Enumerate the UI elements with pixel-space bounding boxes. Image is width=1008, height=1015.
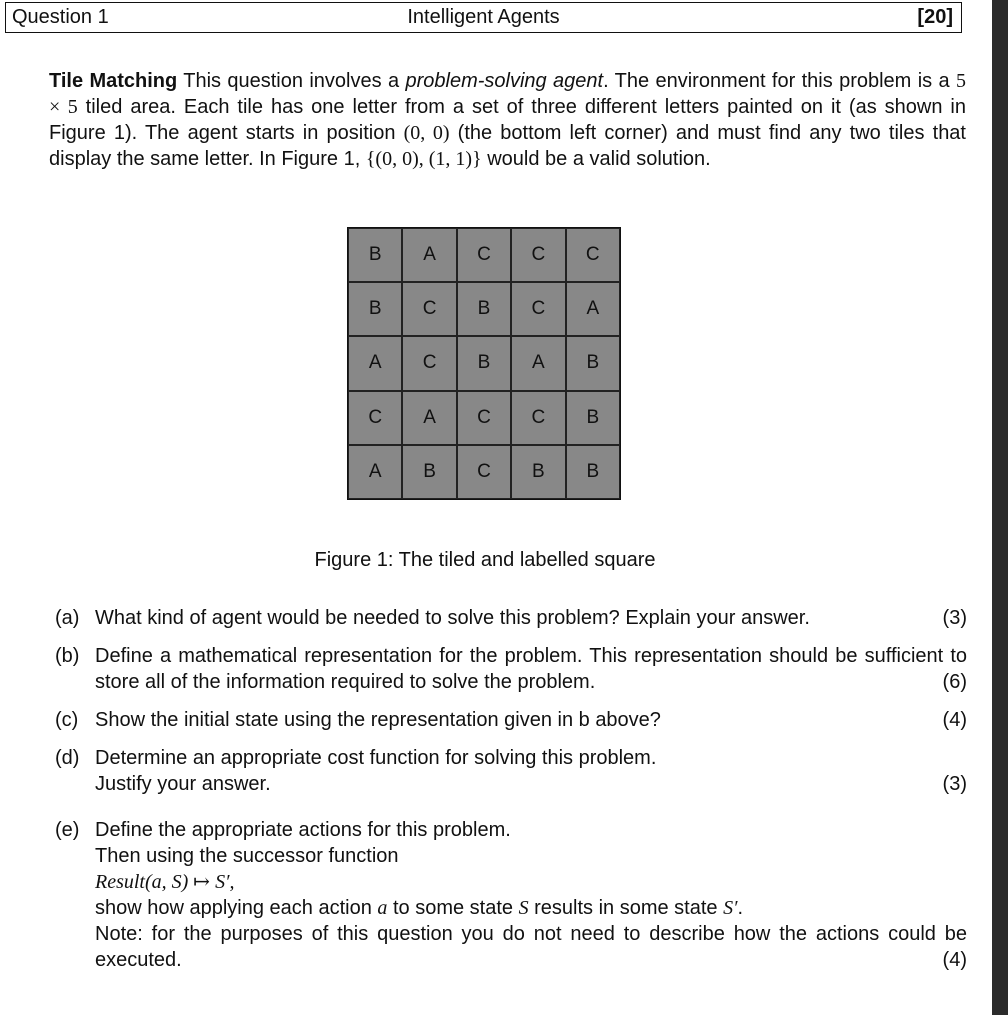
intro-text-3: tiled area. Each tile has one letter from a set of three different letters painted on it (as shown in Figure 1). The agent starts in position: [49, 96, 967, 144]
question-topic: Intelligent Agents: [407, 6, 560, 28]
intro-example: {(0, 0), (1, 1)}: [365, 148, 482, 170]
intro-text-4: (the bottom left corner) and must find any two tiles that display the same letter. In Figure 1,: [49, 122, 966, 170]
tile: A: [511, 336, 565, 390]
question-d-marks: (3): [942, 773, 967, 795]
question-c-label: (c): [55, 709, 79, 731]
intro-text-1: This question involves a: [177, 70, 406, 92]
question-e-var-a: a: [377, 897, 388, 919]
tile: A: [348, 336, 402, 390]
tile: C: [511, 282, 565, 336]
intro-paragraph: [49, 68, 966, 172]
question-e-line2: Then using the successor function: [95, 845, 399, 867]
tile: A: [348, 445, 402, 499]
question-e-line4: [95, 895, 967, 921]
tile: C: [511, 228, 565, 282]
tile: B: [566, 445, 620, 499]
tile: C: [457, 228, 511, 282]
tile: A: [402, 391, 456, 445]
question-b: [55, 643, 967, 695]
window-edge: [992, 0, 1008, 1015]
question-e-marks: (4): [942, 949, 967, 971]
question-e-var-s-prime: S′: [723, 897, 738, 919]
intro-grid-size: 5 × 5: [49, 70, 966, 118]
tile: C: [457, 391, 511, 445]
tile: C: [402, 282, 456, 336]
question-e-var-s: S: [518, 897, 529, 919]
question-b-text: Define a mathematical representation for the problem. This representation should be sufficient to store all of the information required to solve the problem.: [95, 645, 967, 693]
tile: B: [566, 336, 620, 390]
intro-emphasis: problem-solving agent: [405, 70, 604, 92]
tile: C: [402, 336, 456, 390]
question-d-label: (d): [55, 747, 80, 769]
total-marks: [20]: [917, 6, 953, 28]
tile: A: [566, 282, 620, 336]
tile: B: [348, 228, 402, 282]
question-d-line2: Justify your answer.: [95, 773, 271, 795]
question-b-label: (b): [55, 645, 80, 667]
question-e-line1: Define the appropriate actions for this problem.: [95, 819, 511, 841]
question-e-line4c: results in some state: [528, 897, 724, 919]
question-c: [55, 707, 967, 733]
tile: B: [511, 445, 565, 499]
intro-title: Tile Matching: [49, 70, 178, 92]
question-e-note: Note: for the purposes of this question you do not need to describe how the actions could be executed.: [95, 923, 967, 971]
question-e-line4a: show how applying each action: [95, 897, 378, 919]
tile: C: [457, 445, 511, 499]
question-a-text: What kind of agent would be needed to solve this problem? Explain your answer.: [95, 607, 810, 629]
question-e: [55, 817, 967, 973]
question-c-text: Show the initial state using the representation given in b above?: [95, 709, 661, 731]
tile: B: [348, 282, 402, 336]
question-a-label: (a): [55, 607, 80, 629]
intro-start-pos: (0, 0): [403, 122, 450, 144]
question-e-line4b: to some state: [387, 897, 519, 919]
question-c-marks: (4): [942, 709, 967, 731]
question-a-marks: (3): [942, 607, 967, 629]
intro-text-5: would be a valid solution.: [481, 148, 711, 170]
question-number: Question 1: [12, 6, 109, 28]
tile: C: [511, 391, 565, 445]
question-b-marks: (6): [942, 671, 967, 693]
tile-grid: [347, 227, 621, 500]
question-d: [55, 745, 967, 797]
tile: A: [402, 228, 456, 282]
tile: C: [348, 391, 402, 445]
tile: C: [566, 228, 620, 282]
tile: B: [566, 391, 620, 445]
tile: B: [457, 336, 511, 390]
question-header: [5, 2, 962, 33]
tile: B: [457, 282, 511, 336]
question-e-label: (e): [55, 819, 80, 841]
question-a: [55, 605, 967, 631]
tile: B: [402, 445, 456, 499]
intro-text-2: . The environment for this problem is a: [603, 70, 956, 92]
question-e-line4d: .: [737, 897, 744, 919]
figure-caption: Figure 1: The tiled and labelled square: [314, 549, 656, 571]
question-e-formula: Result(a, S) ↦ S′,: [95, 871, 235, 893]
question-d-line1: Determine an appropriate cost function for solving this problem.: [95, 747, 657, 769]
